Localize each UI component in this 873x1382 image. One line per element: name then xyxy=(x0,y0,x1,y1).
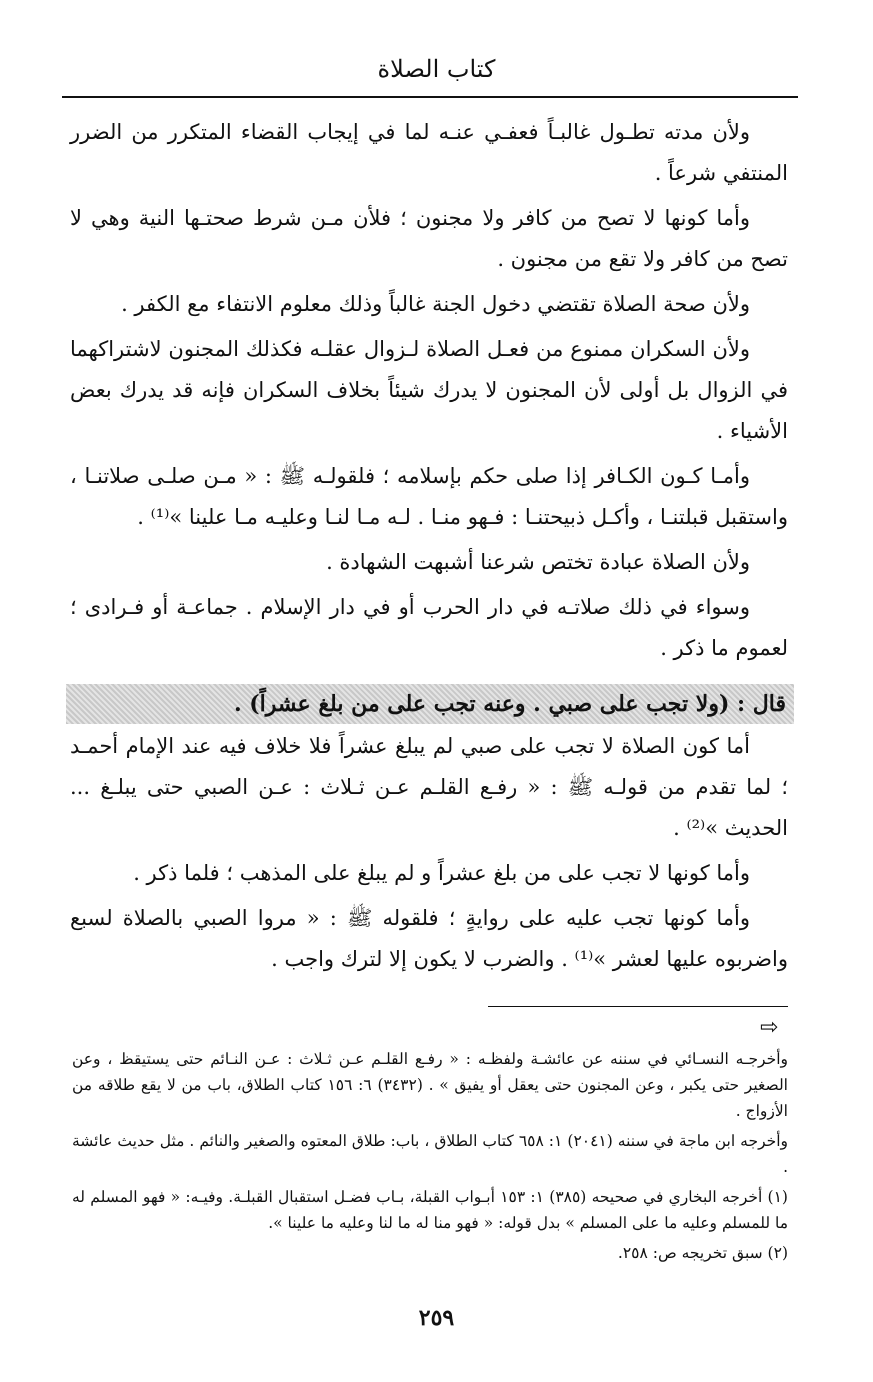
paragraph: ولأن الصلاة عبادة تختص شرعنا أشبهت الشهادة . xyxy=(326,550,750,574)
paragraph: وأما كونها لا تصح من كافر ولا مجنون ؛ فلأن مـن شرط صحتـها النية وهي لا تصح من كافر ولا تقع من مجنون . xyxy=(70,206,788,271)
paragraph: أما كون الصلاة لا تجب على صبي لم يبلغ عشراً فلا خلاف فيه عند الإمام أحمـد ؛ لما تقدم من قولـه ﷺ : « رفـع القلـم عـن ثـلاث : عـن الصبي حتى يبلـغ ... الحديث »⁽²⁾ . xyxy=(70,734,788,840)
page-number: ٢٥٩ xyxy=(418,1305,455,1331)
footnotes xyxy=(72,1046,788,1270)
paragraph: وأما كونها لا تجب على من بلغ عشراً و لم يبلغ على المذهب ؛ فلما ذكر . xyxy=(133,861,750,885)
footnote: (٢) سبق تخريجه ص: ٢٥٨. xyxy=(617,1244,788,1262)
paragraph: وأما كونها تجب عليه على روايةٍ ؛ فلقوله ﷺ : « مروا الصبي بالصلاة لسبع واضربوه عليها لعشر »⁽¹⁾ . والضرب لا يكون إلا لترك واجب . xyxy=(70,906,788,971)
running-header-title: كتاب الصلاة xyxy=(377,55,496,83)
section-heading-text: قال : (ولا تجب على صبي . وعنه تجب على من بلغ عشراً) . xyxy=(233,691,786,717)
paragraph: ولأن صحة الصلاة تقتضي دخول الجنة غالباً وذلك معلوم الانتفاء مع الكفر . xyxy=(121,292,750,316)
main-text-block-1 xyxy=(70,112,788,673)
section-heading xyxy=(66,684,794,724)
paragraph: وأمـا كـون الكـافر إذا صلى حكم بإسلامه ؛ فلقولـه ﷺ : « مـن صلـى صلاتنـا ، واستقبل قبلتنـا ، وأكـل ذبيحتنـا : فـهو منـا . لـه مـا لنـا وعليـه مـا علينا »⁽¹⁾ . xyxy=(70,464,788,529)
main-text-block-2 xyxy=(70,726,788,984)
paragraph: ولأن مدته تطـول غالبـاً فعفـي عنـه لما في إيجاب القضاء المتكرر من الضرر المنتفي شرعاً . xyxy=(70,120,788,185)
continuation-arrow-icon: ⇨ xyxy=(760,1015,779,1040)
footnote: وأخرجه ابن ماجة في سننه (٢٠٤١) ١: ٦٥٨ كتاب الطلاق ، باب: طلاق المعتوه والصغير والنائم . مثل حديث عائشة . xyxy=(72,1132,788,1176)
footnote: (١) أخرجه البخاري في صحيحه (٣٨٥) ١: ١٥٣ أبـواب القبلة، بـاب فضـل استقبال القبلـة. وفيـه: « فهو المسلم له ما للمسلم وعليه ما على المسلم » بدل قوله: « فهو منا له ما لنا وعليه ما علينا ». xyxy=(72,1188,788,1232)
header-divider xyxy=(62,96,798,98)
footnote-divider xyxy=(488,1006,788,1007)
footnote: وأخرجـه النسـائي في سننه عن عائشـة ولفظـه : « رفـع القلـم عـن ثـلاث : عـن النـائم حتى يستيقظ ، وعن الصغير حتى يكبر ، وعن المجنون حتى يعقل أو يفيق » . (٣٤٣٢) ٦: ١٥٦ كتاب الطلاق، باب من لا يقع طلاقه من الأزواج . xyxy=(72,1050,788,1120)
paragraph: ولأن السكران ممنوع من فعـل الصلاة لـزوال عقلـه فكذلك المجنون لاشتراكهما في الزوال بل أولى لأن المجنون لا يدرك شيئاً بخلاف السكران فإنه قد يدرك بعض الأشياء . xyxy=(70,337,788,443)
paragraph: وسواء في ذلك صلاتـه في دار الحرب أو في دار الإسلام . جماعـة أو فـرادى ؛ لعموم ما ذكر . xyxy=(70,595,788,660)
